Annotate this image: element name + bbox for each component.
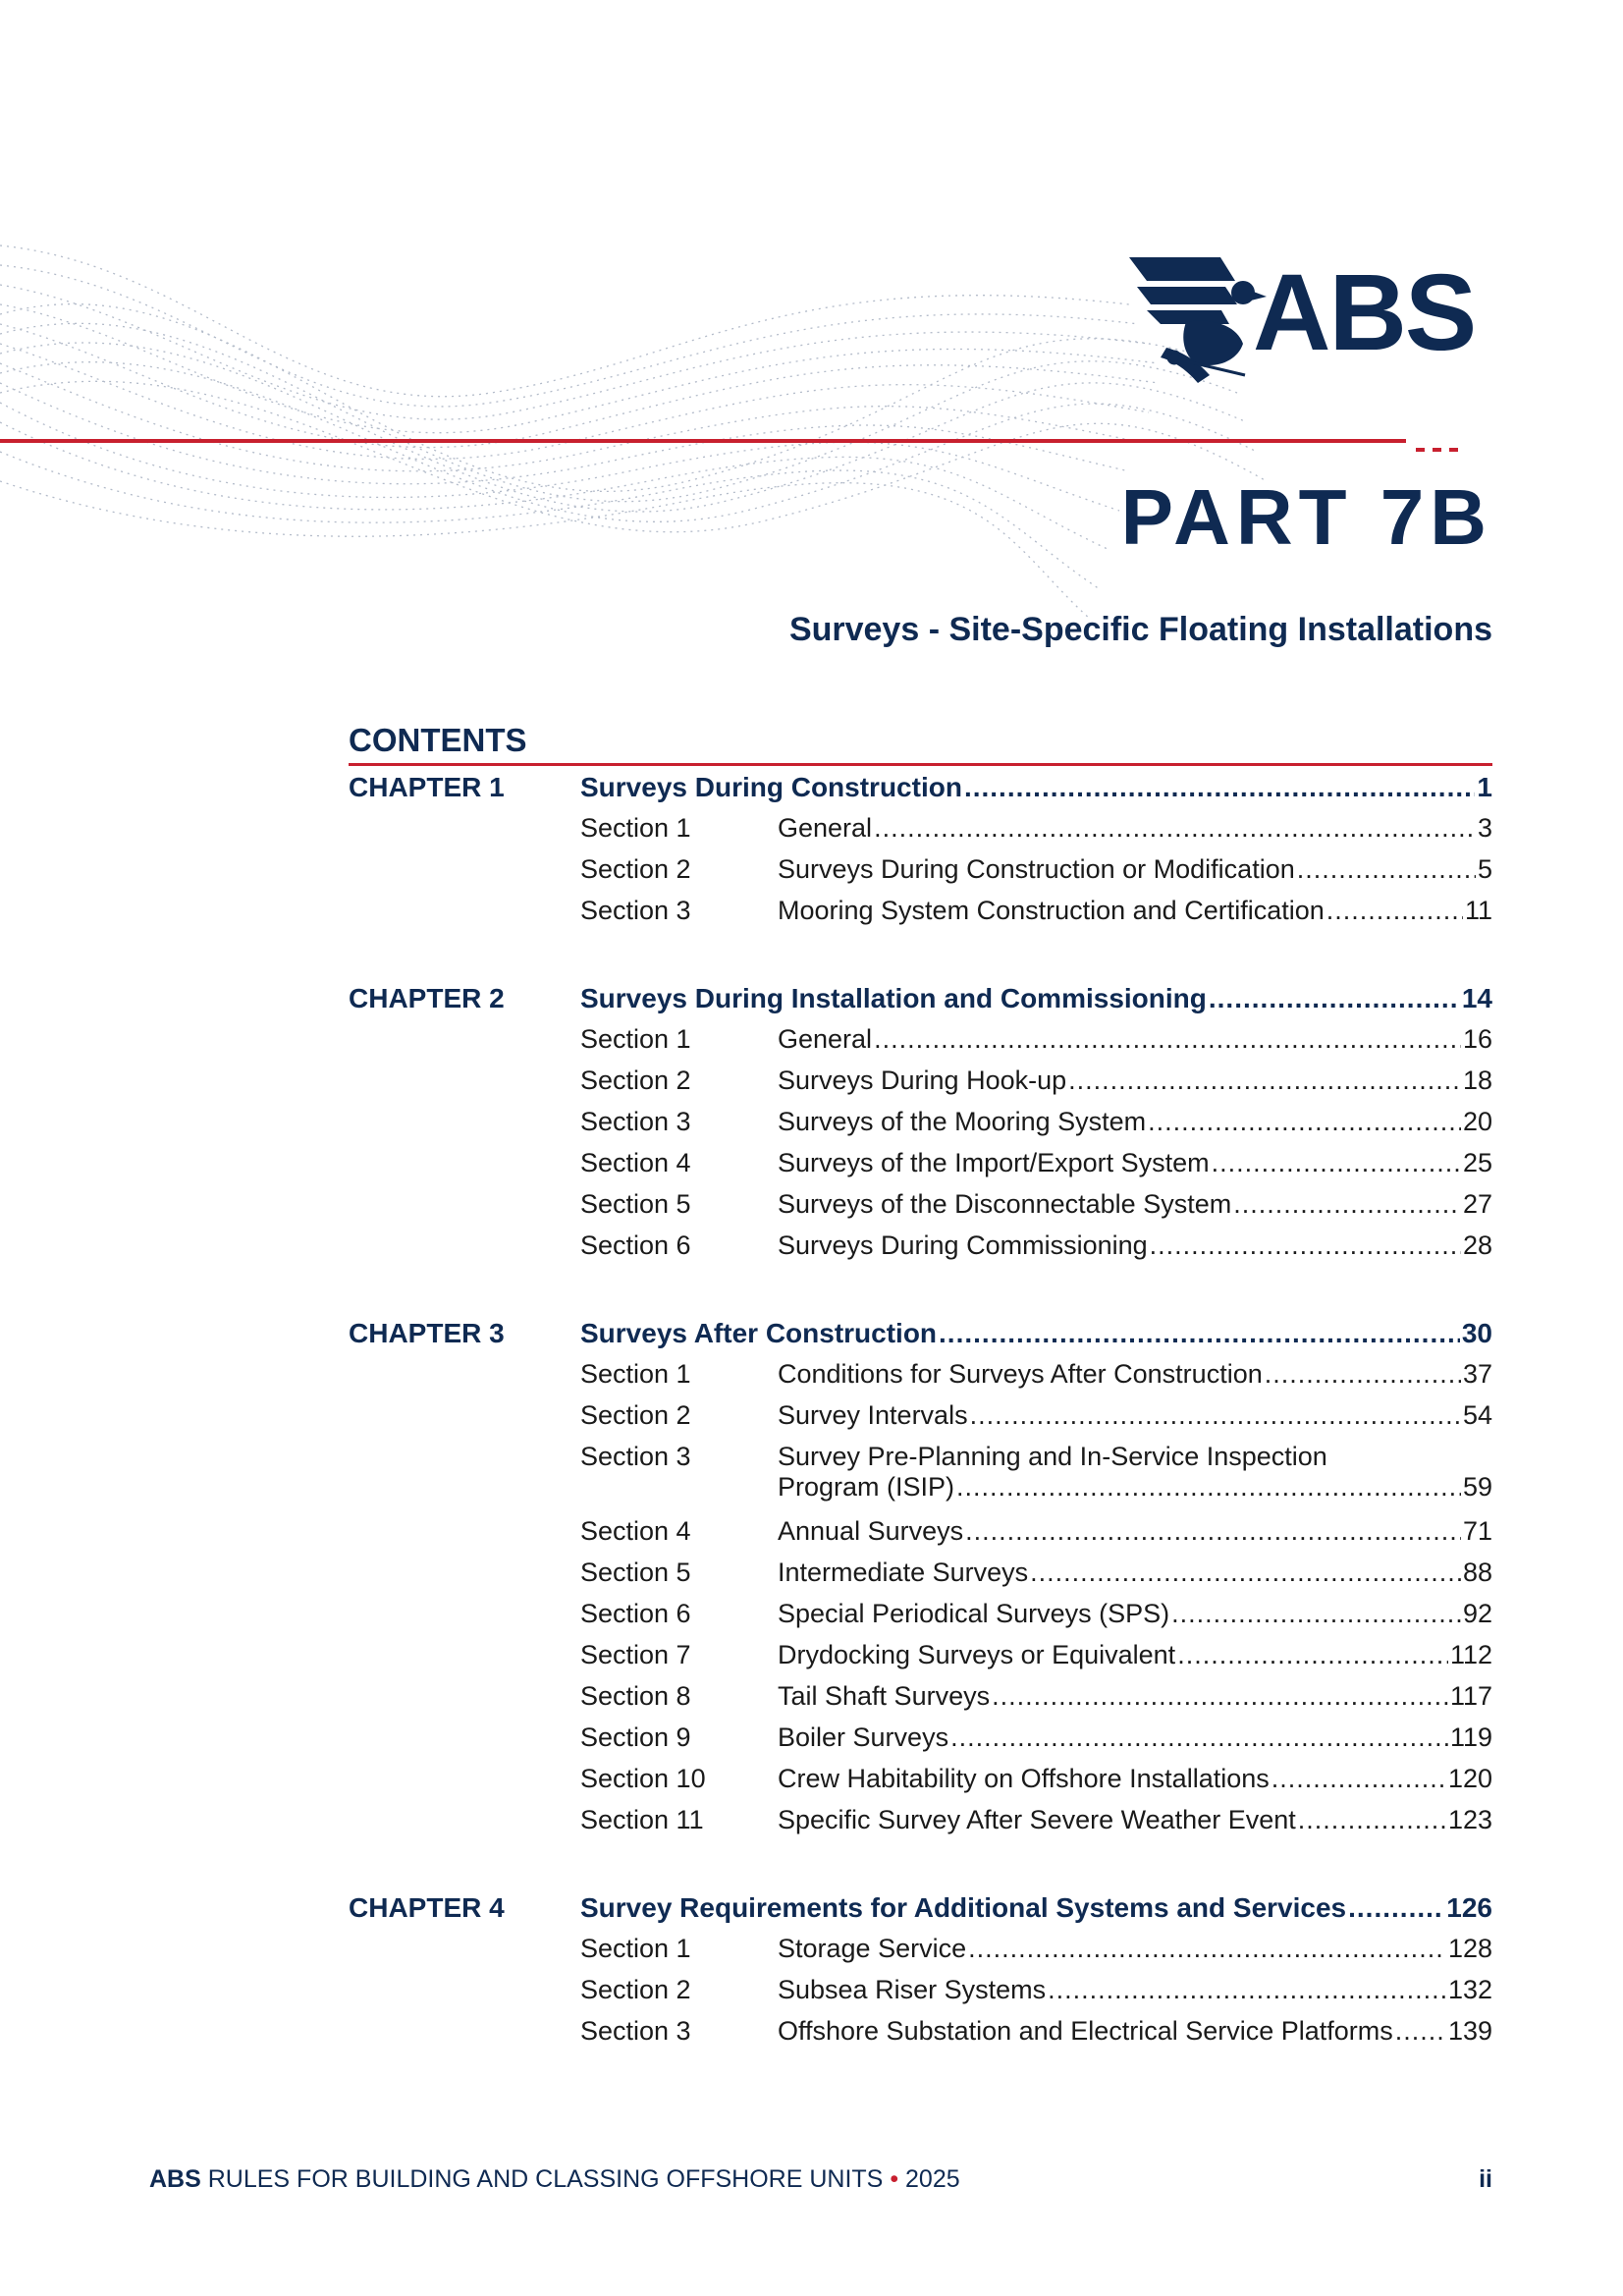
eagle-emblem-icon [1127,253,1267,387]
toc-chapter-row [349,977,1492,1018]
dot-leader [1171,1599,1461,1629]
section-page-number: 27 [1462,1189,1492,1219]
section-page-number: 88 [1462,1558,1492,1587]
section-link[interactable] [778,1681,1492,1712]
section-page-number: 119 [1449,1722,1492,1752]
chapter-block [349,766,1492,931]
section-page-number: 54 [1462,1400,1492,1430]
chapter-title: Survey Requirements for Additional Systems and Services [580,1892,1347,1923]
section-link[interactable] [778,813,1492,844]
part-title: PART 7B [1120,473,1492,561]
chapter-label: CHAPTER 4 [349,1892,505,1923]
chapter-link[interactable] [580,1318,1492,1349]
section-link[interactable] [778,2016,1492,2047]
dot-leader [950,1722,1448,1753]
toc-section-row [349,1101,1492,1142]
section-link[interactable] [778,1516,1492,1547]
section-page-number: 139 [1447,2016,1492,2046]
dot-leader [874,813,1476,844]
section-title: General [778,1024,873,1054]
toc-section-row [349,1593,1492,1634]
section-link[interactable] [778,1764,1492,1794]
section-label: Section 2 [580,1400,691,1430]
section-page-number: 71 [1462,1516,1492,1546]
dot-leader [1212,1148,1461,1178]
part-subtitle: Surveys - Site-Specific Floating Installations [788,611,1492,648]
toc-section-row [349,1018,1492,1060]
toc-section-row [349,1634,1492,1675]
dot-leader [956,1472,1461,1503]
toc-section-row [349,807,1492,848]
section-label: Section 6 [580,1230,691,1260]
section-title: Annual Surveys [778,1516,964,1546]
section-page-number: 123 [1447,1805,1492,1834]
section-page-number: 28 [1462,1230,1492,1260]
section-label: Section 3 [580,1107,691,1136]
dot-leader [1177,1640,1448,1670]
footer-page-number: ii [1479,2165,1492,2193]
section-page-number: 112 [1449,1640,1492,1669]
toc-section-row [349,890,1492,931]
footer-brand: ABS [149,2165,201,2193]
dot-leader [1271,1764,1446,1794]
chapter-page-number: 14 [1461,983,1492,1013]
section-title: Surveys During Commissioning [778,1230,1148,1260]
dot-leader [1148,1107,1461,1137]
section-page-number: 3 [1477,813,1492,843]
dot-leader [1209,983,1460,1014]
section-title: Offshore Substation and Electrical Service Platforms [778,2016,1393,2046]
toc-section-row [349,1928,1492,1969]
abs-logo [1127,253,1481,387]
section-link[interactable] [778,1640,1492,1670]
chapter-block [349,1312,1492,1840]
dot-leader [1068,1066,1461,1096]
dot-leader [1150,1230,1461,1261]
dot-leader [1265,1359,1461,1390]
section-link[interactable] [778,1066,1492,1096]
section-page-number: 128 [1447,1934,1492,1963]
dot-leader [1297,854,1476,885]
section-title-continued: Program (ISIP) [778,1472,955,1502]
dot-leader [1030,1558,1461,1588]
toc-section-row [349,848,1492,890]
section-title: General [778,813,873,843]
chapter-link[interactable] [580,983,1492,1014]
section-page-number: 92 [1462,1599,1492,1628]
toc-section-row [349,1969,1492,2010]
section-title: Surveys During Hook-up [778,1066,1067,1095]
chapter-title: Surveys During Construction [580,772,962,802]
section-link[interactable] [778,1148,1492,1178]
dot-leader [968,1934,1446,1964]
chapter-link[interactable] [580,772,1492,803]
section-page-number: 120 [1447,1764,1492,1793]
chapter-block [349,1886,1492,2051]
section-title: Surveys of the Mooring System [778,1107,1147,1136]
chapter-title: Surveys During Installation and Commissioning [580,983,1207,1013]
section-label: Section 3 [580,2016,691,2046]
toc-section-row [349,2010,1492,2051]
dot-leader [1348,1892,1444,1924]
section-label: Section 3 [580,896,691,925]
toc-section-row [349,1758,1492,1799]
section-label: Section 2 [580,854,691,884]
section-page-number: 117 [1449,1681,1492,1711]
section-label: Section 10 [580,1764,706,1793]
toc-section-row [349,1717,1492,1758]
section-title: Drydocking Surveys or Equivalent [778,1640,1176,1669]
dot-leader [1048,1975,1446,2005]
toc-section-row [349,1142,1492,1183]
toc-section-row [349,1353,1492,1394]
section-label: Section 7 [580,1640,691,1669]
logo-wordmark: ABS [1253,252,1476,373]
dot-leader [992,1681,1448,1712]
section-label: Section 4 [580,1516,691,1546]
section-title: Surveys of the Disconnectable System [778,1189,1232,1219]
section-link[interactable] [778,1975,1492,2005]
section-title: Intermediate Surveys [778,1558,1029,1587]
section-link[interactable] [778,1107,1492,1137]
section-label: Section 4 [580,1148,691,1177]
chapter-label: CHAPTER 2 [349,983,505,1013]
page-footer [149,2165,960,2194]
section-title: Survey Intervals [778,1400,968,1430]
section-title: Special Periodical Surveys (SPS) [778,1599,1170,1628]
chapter-page-number: 1 [1477,772,1492,802]
section-link[interactable] [778,1400,1492,1431]
section-title: Conditions for Surveys After Construction [778,1359,1263,1389]
section-title: Mooring System Construction and Certification [778,896,1325,925]
section-label: Section 1 [580,1934,691,1963]
contents-heading: CONTENTS [349,722,527,758]
section-link[interactable] [778,1359,1492,1390]
section-page-number: 37 [1462,1359,1492,1389]
table-of-contents [349,766,1492,2098]
toc-section-row [349,1799,1492,1840]
section-link[interactable] [778,854,1492,885]
footer-text: RULES FOR BUILDING AND CLASSING OFFSHORE UNITS [200,2165,891,2193]
section-label: Section 9 [580,1722,691,1752]
toc-section-row [349,1510,1492,1552]
chapter-page-number: 30 [1461,1318,1492,1348]
section-link[interactable] [778,1722,1492,1753]
section-page-number: 16 [1462,1024,1492,1054]
chapter-link[interactable] [580,1892,1492,1924]
dot-leader [965,1516,1461,1547]
dot-leader [964,772,1475,803]
section-title: Boiler Surveys [778,1722,949,1752]
section-title: Specific Survey After Severe Weather Event [778,1805,1296,1834]
dot-leader [874,1024,1461,1055]
dot-leader [1233,1189,1461,1220]
section-page-number: 5 [1477,854,1492,884]
chapter-title: Surveys After Construction [580,1318,938,1348]
section-link[interactable] [778,1558,1492,1588]
section-link[interactable] [778,1230,1492,1261]
dot-leader [939,1318,1460,1349]
header-red-rule [0,439,1406,443]
section-link[interactable] [778,1934,1492,1964]
section-label: Section 11 [580,1805,704,1834]
dot-leader [970,1400,1461,1431]
section-page-number: 25 [1462,1148,1492,1177]
footer-year: 2025 [898,2165,960,2193]
section-label: Section 6 [580,1599,691,1628]
toc-section-row [349,1675,1492,1717]
dot-leader [1298,1805,1446,1835]
section-label: Section 2 [580,1066,691,1095]
section-label: Section 1 [580,1359,691,1389]
section-page-number: 59 [1462,1472,1492,1502]
toc-chapter-row [349,1312,1492,1353]
chapter-page-number: 126 [1446,1892,1492,1923]
section-link[interactable] [778,1024,1492,1055]
section-title: Subsea Riser Systems [778,1975,1047,2004]
section-label: Section 5 [580,1189,691,1219]
chapter-label: CHAPTER 1 [349,772,505,802]
section-page-number: 11 [1464,896,1492,925]
section-title: Storage Service [778,1934,967,1963]
section-page-number: 18 [1462,1066,1492,1095]
section-label: Section 5 [580,1558,691,1587]
section-title: Crew Habitability on Offshore Installations [778,1764,1270,1793]
section-title: Surveys During Construction or Modification [778,854,1295,884]
section-title: Surveys of the Import/Export System [778,1148,1210,1177]
section-label: Section 2 [580,1975,691,2004]
dot-leader [1395,2016,1446,2047]
toc-chapter-row [349,1886,1492,1928]
section-link[interactable] [778,1599,1492,1629]
section-title: Tail Shaft Surveys [778,1681,991,1711]
dot-leader [1326,896,1463,926]
section-page-number: 20 [1462,1107,1492,1136]
chapter-label: CHAPTER 3 [349,1318,505,1348]
section-link[interactable] [778,896,1492,926]
chapter-block [349,977,1492,1266]
section-link[interactable] [778,1189,1492,1220]
toc-section-row [349,1436,1492,1510]
section-title: Survey Pre-Planning and In-Service Inspection [778,1442,1327,1471]
toc-chapter-row [349,766,1492,807]
toc-section-row [349,1394,1492,1436]
toc-section-row [349,1183,1492,1225]
section-link[interactable] [778,1442,1492,1503]
section-label: Section 1 [580,1024,691,1054]
toc-section-row [349,1552,1492,1593]
header-red-dashes [1416,439,1473,443]
section-label: Section 3 [580,1442,691,1471]
toc-section-row [349,1060,1492,1101]
section-page-number: 132 [1447,1975,1492,2004]
footer-separator: • [890,2165,899,2193]
toc-section-row [349,1225,1492,1266]
section-label: Section 8 [580,1681,691,1711]
section-link[interactable] [778,1805,1492,1835]
section-label: Section 1 [580,813,691,843]
